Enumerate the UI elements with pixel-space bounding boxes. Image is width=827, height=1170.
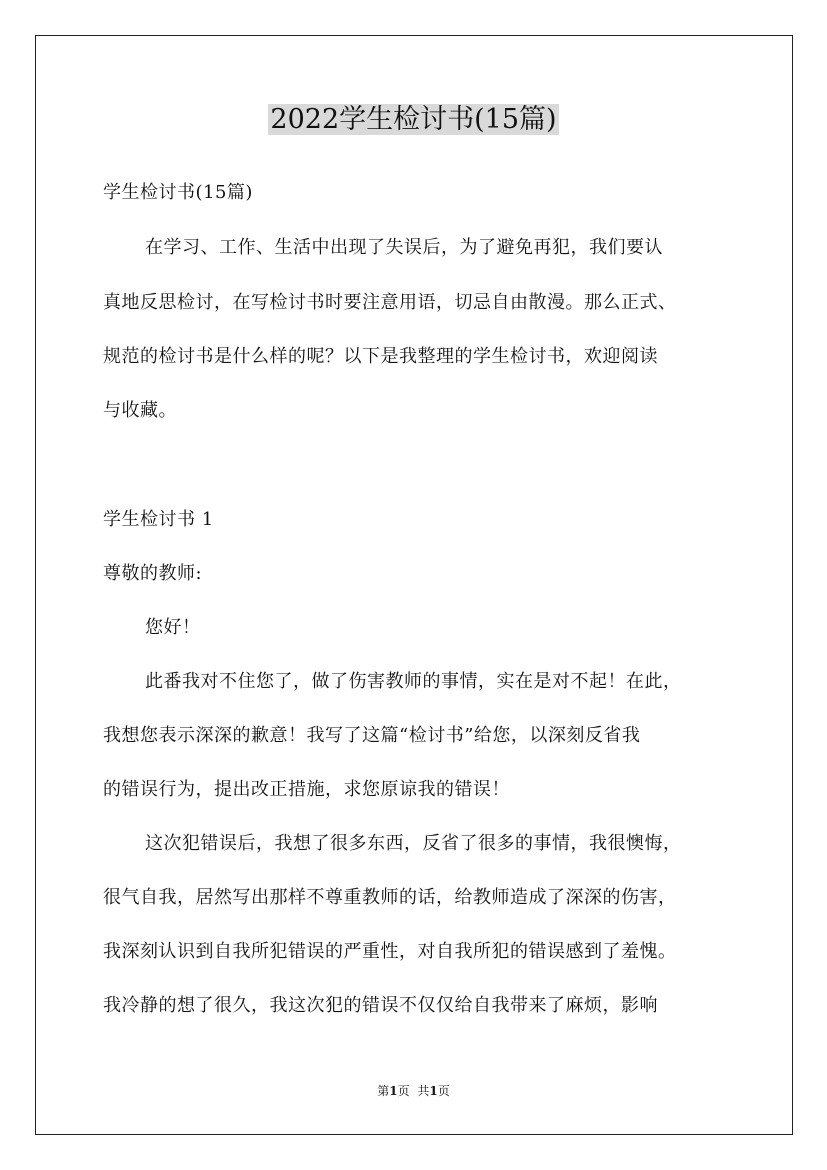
intro-line-1: 在学习、工作、生活中出现了失误后，为了避免再犯，我们要认 (145, 237, 663, 258)
intro-line-4: 与收藏。 (103, 400, 177, 421)
paragraph1-line-1: 此番我对不住您了，做了伤害教师的事情，实在是对不起！在此， (145, 671, 682, 692)
paragraph2-line-3: 我深刻认识到自我所犯错误的严重性，对自我所犯的错误感到了羞愧。 (103, 941, 677, 962)
page-footer (0, 1083, 827, 1099)
page-prefix: 第 (377, 1084, 390, 1098)
document-title (0, 100, 827, 140)
document-subtitle: 学生检讨书(15篇) (103, 182, 253, 203)
document-title-text: 2022学生检讨书(15篇) (270, 104, 557, 135)
paragraph2-line-4: 我冷静的想了很久，我这次犯的错误不仅仅给自我带来了麻烦，影响 (103, 995, 658, 1016)
total-prefix: 共 (417, 1084, 430, 1098)
total-pages: 1 (429, 1084, 438, 1098)
page-number: 1 (389, 1084, 398, 1098)
page-suffix: 页 (397, 1084, 410, 1098)
intro-line-3: 规范的检讨书是什么样的呢？以下是我整理的学生检讨书，欢迎阅读 (103, 346, 658, 367)
intro-line-2: 真地反思检讨，在写检讨书时要注意用语，切忌自由散漫。那么正式、 (103, 292, 677, 313)
total-suffix: 页 (437, 1084, 450, 1098)
paragraph2-line-1: 这次犯错误后，我想了很多东西，反省了很多的事情，我很懊悔， (145, 833, 682, 854)
paragraph1-line-2: 我想您表示深深的歉意！我写了这篇“检讨书”给您，以深刻反省我 (103, 725, 641, 746)
salutation: 尊敬的教师: (103, 563, 203, 584)
section-title: 学生检讨书 1 (103, 509, 214, 530)
paragraph1-line-3: 的错误行为，提出改正措施，求您原谅我的错误！ (103, 779, 510, 800)
greeting: 您好！ (145, 617, 201, 638)
paragraph2-line-2: 很气自我，居然写出那样不尊重教师的话，给教师造成了深深的伤害， (103, 887, 677, 908)
